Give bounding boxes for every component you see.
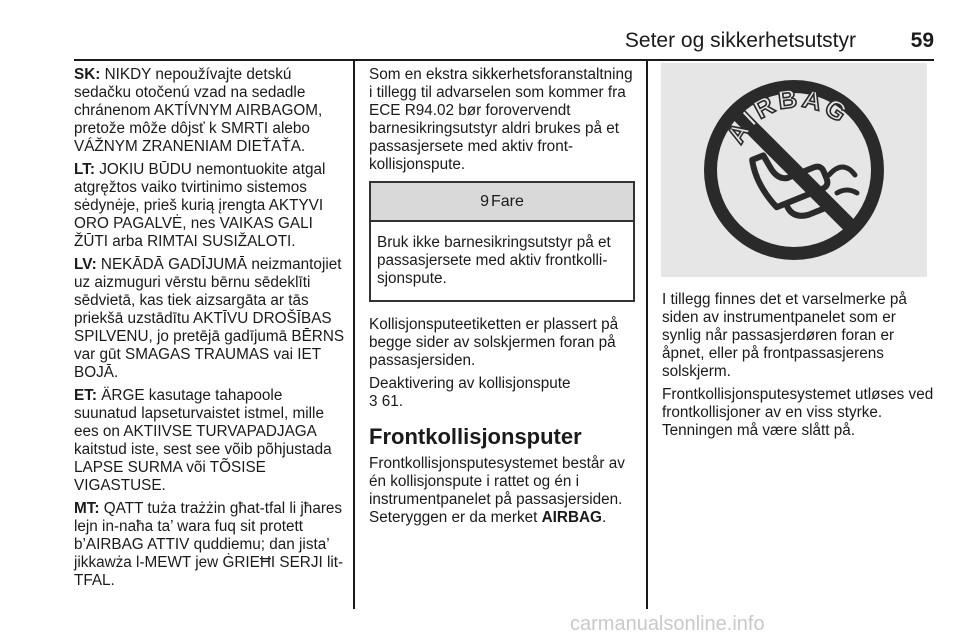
airbag-icon-label: AIRBAG xyxy=(720,82,856,149)
warning-text: NEKĀDĀ GADĪJUMĀ neizmantojiet uz aizmuguri vērstu bērnu sēdeklīti sēdvietā, kas tiek aizsargāta ar tās priekšā uzstādītu AKTĪVU DROŠĪBAS SPILVENU, jo pretējā gadījumā BĒRNS var gūt SMAGAS TRAUMAS vai IET BOJĀ. xyxy=(74,256,345,381)
warning-mt xyxy=(74,500,346,590)
page-reference-link[interactable]: 3 61. xyxy=(369,393,404,410)
lang-code: SK: xyxy=(74,66,101,83)
warning-text: JOKIU BŪDU nemontuokite atgal atgręžtos vaiko tvirtinimo sistemos sėdynėje, prieš kurią įrengta AKTYVI ORO PAGALVĖ, nes VAIKAS GALI ŽŪTI arba RIMTAI SUSIŽALOTI. xyxy=(74,161,326,250)
danger-box-body: Bruk ikke barnesikringsutstyr på et passasjersete med aktiv frontkollisjonspute. xyxy=(377,234,611,287)
header-rule xyxy=(74,59,934,61)
warning-et xyxy=(74,387,346,495)
deactivation-reference xyxy=(369,375,635,411)
airbag-marking: AIRBAG xyxy=(541,509,602,526)
label-location-paragraph: Kollisjonsputeetiketten er plassert på begge sider av solskjermen foran på passasjersiden. xyxy=(369,316,619,369)
section-body-text: Frontkollisjonsputesystemet består av én kollisjonspute i rattet og én i instrumentpanelet på passasjersiden. Seteryggen er da merket xyxy=(369,455,625,526)
warning-text: ÄRGE kasutage tahapoole suunatud lapseturvaistet istmel, mille ees on AKTIIVSE TURVAPADJAGA kaitstud iste, sest see võib põhjustada LAPSE SURMA või TÕSISE VIGASTUSE. xyxy=(74,387,332,494)
lang-code: MT: xyxy=(74,500,100,517)
lang-code: ET: xyxy=(74,387,97,404)
danger-box xyxy=(369,181,635,302)
watermark: carmanualsonline.info xyxy=(570,613,765,635)
section-heading: Frontkollisjonsputer xyxy=(369,424,582,449)
danger-box-header xyxy=(371,183,633,222)
deployment-paragraph: Frontkollisjonsputesystemet utløses ved frontkollisjoner av en viss styrke. Tenningen må være slått på. xyxy=(662,386,934,439)
column-divider-1 xyxy=(353,60,355,609)
warning-label-paragraph: I tillegg finnes det et varselmerke på siden av instrumentpanelet som er synlig når passasjerdøren foran er åpnet, eller på frontpassasjerens solskjerm. xyxy=(662,291,907,380)
danger-heading: Fare xyxy=(491,192,524,210)
warning-triangle-icon: 9 xyxy=(480,192,489,210)
column-divider-2 xyxy=(646,60,648,609)
section-body-end: . xyxy=(601,509,607,526)
warning-lv xyxy=(74,256,346,382)
page-number: 59 xyxy=(910,29,934,52)
column-2 xyxy=(369,66,635,532)
warning-lt xyxy=(74,161,346,251)
warning-text: NIKDY nepoužívajte detskú sedačku otočenú vzad na sedadle chránenom AKTÍVNYM AIRBAGOM, pretože môže dôjsť k SMRTI alebo VÁŽNYM ZRANENIAM DIEŤAŤA. xyxy=(74,66,323,155)
lang-code: LV: xyxy=(74,256,97,273)
deactivation-text: Deaktivering av kollisjonspute xyxy=(369,375,571,392)
airbag-warning-label-image xyxy=(661,63,927,277)
page-title: Seter og sikkerhetsutstyr xyxy=(624,29,856,52)
warning-sk xyxy=(74,66,346,156)
section-body xyxy=(369,455,635,527)
intro-paragraph: Som en ekstra sikkerhetsforanstaltning i tillegg til advarselen som kommer fra ECE R94.02 bør forovervendt barnesikringsutstyr aldri brukes på et passasjersete med aktiv frontkollisjonspute. xyxy=(369,66,633,173)
lang-code: LT: xyxy=(74,161,95,178)
warning-text: QATT tuża trażżin għat-tfal li jħares lejn in-naħa ta’ wara fuq sit protett b’AIRBAG ATTIV quddiemu; dan jista’ jikkawża l-MEWT jew ĠRIEĦI SERJI lit-TFAL. xyxy=(74,500,344,589)
column-3 xyxy=(662,291,934,445)
column-1 xyxy=(74,66,346,595)
airbag-warning-icon xyxy=(661,63,927,277)
